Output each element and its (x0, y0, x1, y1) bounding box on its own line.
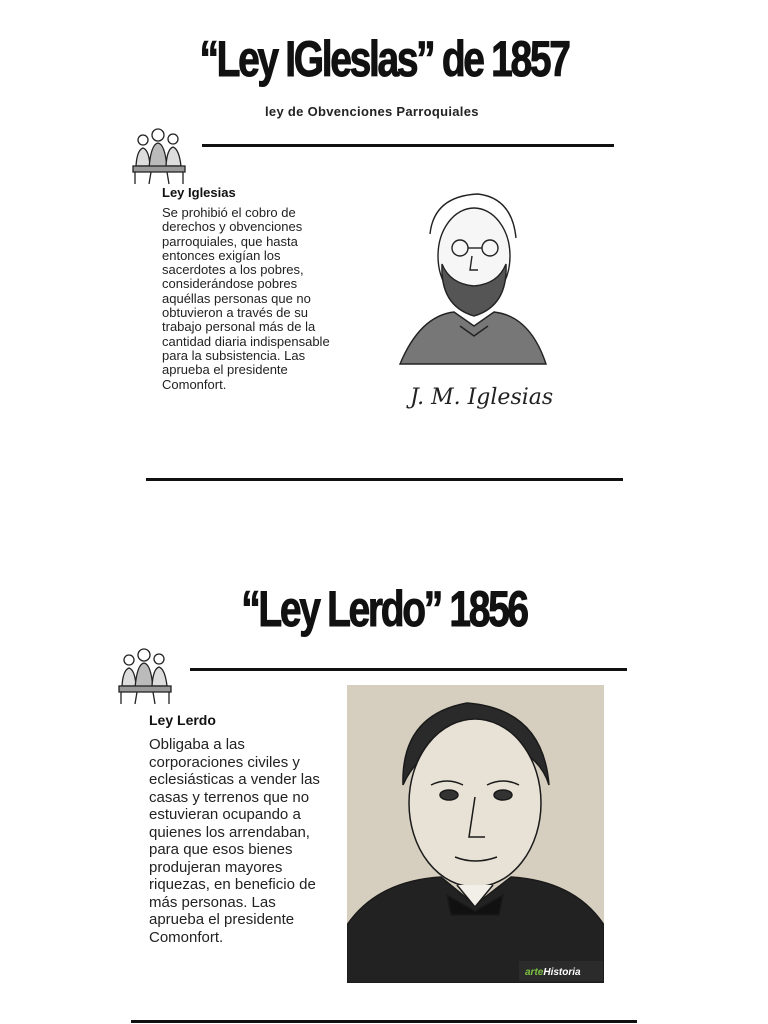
section1-top-divider (202, 144, 614, 147)
svg-text:arteHistoria (525, 967, 581, 978)
bearded-man-portrait-icon (390, 186, 560, 426)
section1-subtitle: ley de Obvenciones Parroquiales (265, 104, 479, 119)
watermark-text-b: Historia (543, 967, 581, 978)
section1-title: “Ley IGleslas” de 1857 (199, 31, 569, 87)
section1-body: Se prohibió el cobro de derechos y obvenciones parroquiales, que hasta entonces exigían los sacerdotes a los pobres, considerándose pobres aquéllas personas que no obtuvieron a través de su trabajo personal más de la cantidad diaria indispensable para la subsistencia. Las aprueba el presidente Comonfort. (162, 205, 330, 392)
group-of-men-icon (117, 646, 165, 704)
signature-text: J. M. Iglesias (410, 385, 554, 410)
watermark-text-a: arte (525, 967, 544, 978)
section1-bottom-divider (146, 478, 623, 481)
section2-top-divider (190, 668, 627, 671)
section2-body: Obligaba a las corporaciones civiles y eclesiásticas a vender las casas y terrenos que no estuvieran ocupando a quienes los arrendaban, para que esos bienes produjeran mayores riquezas, en beneficio de más personas. Las aprueba el presidente Comonfort. (149, 736, 320, 946)
section2-heading: Ley Lerdo (149, 712, 216, 728)
section2-bottom-divider (131, 1020, 637, 1023)
group-of-men-icon (131, 126, 179, 184)
section1-heading: Ley Iglesias (162, 185, 236, 200)
man-portrait-icon (347, 685, 604, 983)
section2-title: “Ley Lerdo” 1856 (241, 581, 527, 637)
